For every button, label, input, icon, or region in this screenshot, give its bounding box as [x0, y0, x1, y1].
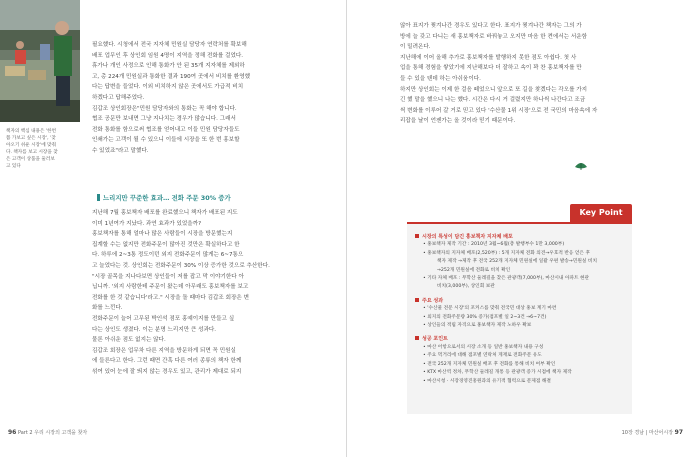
- body-line: 수 있었죠"라고 말했다.: [92, 147, 149, 154]
- body-line: 않아 표지가 찢겨나간 경우도 있다고 한다. 표지가 찢겨나간 책자는 그의 가: [400, 23, 582, 29]
- page-number: 97: [674, 429, 683, 436]
- body-line: 리잡을 날이 언젠가는 올 것이라 믿기 때문이다.: [400, 118, 516, 125]
- body-line: 홍보책자를 통해 얼마나 많은 사람들이 시장을 방문했는지: [92, 231, 233, 238]
- body-text-left-bottom: [92, 208, 308, 378]
- keypoint-box: [407, 222, 632, 414]
- body-line: 들 수 있을 텐데 하는 아쉬움이다.: [400, 75, 481, 82]
- body-text-left-top: [92, 40, 308, 157]
- body-line: 배포 업무인 후 상인회 임원 4명이 지역을 정해 전화를 걸었다.: [92, 52, 244, 59]
- body-line: "시장 골목을 지나다보면 상인들이 저를 잡고 막 이야기한다 아: [92, 273, 244, 280]
- keypoint-item: • 마산 어항으로서의 시장 소개 등 일반 홍보책자 내용 구성: [423, 344, 544, 350]
- caption-line: 책자의 핵심 내용은 '한번: [6, 129, 57, 134]
- body-line: 닙니까. '외지 사람한테 주문이 왔는데 아무래도 홍보책자를 보고: [92, 284, 249, 291]
- body-text-right: [400, 21, 610, 127]
- caption-line: 아오기 쉬운 시장'에 맞춰: [6, 143, 57, 148]
- body-line: 전화주문이 늘어 고무된 박인석 점포 홍예이지를 만들고 싶: [92, 315, 235, 322]
- body-line: 하지만 상인회는 이제 한 걸음 떼었으니 앞으로 또 길을 찾겠다는 각오를 가지: [400, 86, 588, 93]
- keypoint-section-title-text: 시장의 특성이 담긴 홍보책자 지자체 배포: [422, 234, 513, 240]
- body-line: 에 들른다고 한다. 그런 때면 간혹 다른 여러 종류의 책자 한께: [92, 358, 242, 365]
- body-line: 김갑조 회장은 업무차 다른 지역을 방문하게 되면 꼭 민원실: [92, 347, 236, 354]
- caption-line: 다. 책자를 보고 시장을 찾: [6, 150, 58, 155]
- body-line: 다는 상인도 생겼다. 이는 분명 느리지만 큰 성과다.: [92, 326, 217, 333]
- body-line: 다. 하루에 2~3통 정도이던 외지 전화주문이 많게는 6~7통으: [92, 252, 244, 259]
- keypoint-section-title: [415, 233, 624, 241]
- body-line: 지난해에 이어 올해 추가로 홍보책자를 발행하지 못한 점도 아쉽다. 첫 사: [400, 54, 577, 61]
- body-line: 긴 했 말을 했으니 나는 했다. 시간은 다시 거 걸렸지만 하나씩 나간다고 조금: [400, 97, 586, 104]
- body-line: 물론 아쉬운 점도 없지는 않다.: [92, 337, 166, 344]
- body-line: 협조 공문만 보내면 그냥 지나치는 경우가 많습니다. 그래서: [92, 116, 236, 123]
- keypoint-item: • KTX 마산역 정차, 무학산 둘레길 개통 등 관광객 증가 시점에 책자 제작: [423, 370, 572, 376]
- keypoint-item: • 주요 먹거리에 대해 점포별 연락처 게재로 전화주문 유도: [423, 353, 542, 359]
- section-heading: [97, 193, 231, 202]
- body-line: 섞여 있어 눈에 잘 띄지 않는 경우도 있고, 관리가 제대로 되지: [92, 368, 242, 375]
- keypoint-item: • 마산시청 · 시장경영진흥원과의 유기적 협력으로 문제점 해결: [423, 378, 551, 384]
- keypoint-tab: Key Point: [570, 204, 632, 222]
- keypoint-item: 비치(3,000부), 상인회 보관: [437, 284, 495, 290]
- caption-line: 은 고객이 상품을 둘러보: [6, 157, 55, 162]
- footer-left: [8, 429, 87, 436]
- square-bullet-icon: [415, 234, 419, 238]
- keypoint-section-title: [415, 297, 624, 305]
- keypoint-item: • 기타 자체 배포 : 무학산 둘레길을 찾은 관광객(7,000부), 마산시내 아파트 현관: [423, 276, 590, 282]
- body-line: 휴가나 개인 사정으로 인해 통화가 안 된 35개 지자체를 제외하: [92, 63, 245, 70]
- keypoint-section-title: [415, 335, 624, 343]
- heading-marker: [97, 194, 100, 201]
- caption-line: 쯤 가보고 싶은 시장', '찾: [6, 136, 56, 141]
- keypoint-item: • 홍보책자의 지자체 배포(2,520부) : 5개 지자체 전화 의견→우호적 반응 얻은 후: [423, 250, 590, 256]
- body-line: 집계할 수는 없지만 전화주문이 많아진 것만은 확실하다고 한: [92, 241, 240, 248]
- market-photo-image: [0, 0, 80, 122]
- body-line: 인쇄가는 고객이 될 수 있으니 이들에 시장을 또 한 번 홍보할: [92, 137, 240, 144]
- keypoint-item: • 홍보책자 제작 기간 : 2010년 3월~6월(총 발행부수 1만 3,000부): [423, 242, 565, 248]
- square-bullet-icon: [415, 298, 419, 302]
- footer-text: Part 2 우리 시장의 고객을 찾자: [17, 430, 88, 436]
- leaf-icon: [574, 161, 588, 171]
- body-line: 이미 1년여가 지났다. 과연 효과가 있었을까?: [92, 220, 202, 227]
- square-bullet-icon: [415, 336, 419, 340]
- keypoint-item: →252개 민원실에 전화로 비치 확인: [437, 267, 511, 273]
- body-line: 전화를 한 것 같습니다'라고." 시장을 돌 때마다 김갑조 회장은 변: [92, 294, 249, 301]
- body-line: 업을 통해 경험을 쌓았기에 지난해보다 더 잘하고 속이 꽉 찬 홍보책자를 만: [400, 65, 582, 72]
- keypoint-item: • 상인들의 적립 자격으로 홍보책자 제작 노하우 확보: [423, 323, 532, 329]
- body-line: 씩 변화를 이루어 갈 거로 믿고 있다 '수산물 1위 시장'으로 전 국민의 마음속에 자: [400, 107, 598, 114]
- keypoint-item: • '수산물 전문 시장'의 포커스를 맞춰 전국민 대상 홍보 계기 마련: [423, 306, 557, 312]
- market-photo: [0, 0, 80, 122]
- caption-line: 고 있다: [6, 164, 21, 169]
- keypoint-item: • 외지의 전화주문량 30% 증가(점포별 일 2~3건 →6~7건): [423, 314, 547, 320]
- body-line: 화를 느낀다.: [92, 305, 123, 312]
- body-line: 고, 총 224개 민원실과 통화한 결과 190여 곳에서 비치를 환영했: [92, 73, 251, 80]
- body-line: 고 늘었다는 것. 상인회는 전화주문이 30% 이상 증가한 것으로 추산한다.: [92, 262, 270, 269]
- section-heading-text: 느리지만 꾸준한 효과… 전화 주문 30% 증가: [103, 194, 231, 202]
- body-line: 다는 답변을 들었다. 이외 비치하지 않은 곳에서도 가급적 비치: [92, 84, 244, 91]
- body-line: 필요했다. 시청에서 전국 지자체 민원실 담당자 연락처를 확보해: [92, 42, 247, 48]
- body-line: 김갑조 상인회장은"민원 담당자와의 통화는 꼭 해야 합니다.: [92, 105, 237, 112]
- keypoint-section-title-text: 성공 포인트: [422, 336, 448, 343]
- body-line: 하겠다고 답해주었다.: [92, 94, 145, 101]
- page-number: 96: [8, 429, 17, 436]
- footer-right: [622, 429, 683, 436]
- body-line: 전화 통화를 함으로써 협조를 얻어내고 이들 민원 담당자들도: [92, 126, 240, 133]
- keypoint-section-title-text: 주요 성과: [422, 297, 444, 304]
- page-gutter: [346, 0, 347, 457]
- footer-text: 10장 경남 | 마산어시장: [621, 430, 674, 436]
- body-line: 지난해 7월 홍보책자 배포를 완료했으니 책자가 배포된 지도: [92, 210, 238, 216]
- keypoint-item: 책자 제작 →제작 후 전국 252개 지자체 민원실에 일괄 우편 발송→민원실 비치: [437, 259, 597, 265]
- body-line: 방에 늘 갖고 다니는 새 홍보책자로 바꿔놓고 오지만 마음 한 켠에서는 서운함: [400, 33, 588, 40]
- keypoint-item: • 전국 252개 지자체 민원실 배포 후 전화를 통해 비치 여부 확인: [423, 361, 556, 367]
- body-line: 이 밀려온다.: [400, 44, 431, 51]
- photo-caption: [6, 128, 80, 170]
